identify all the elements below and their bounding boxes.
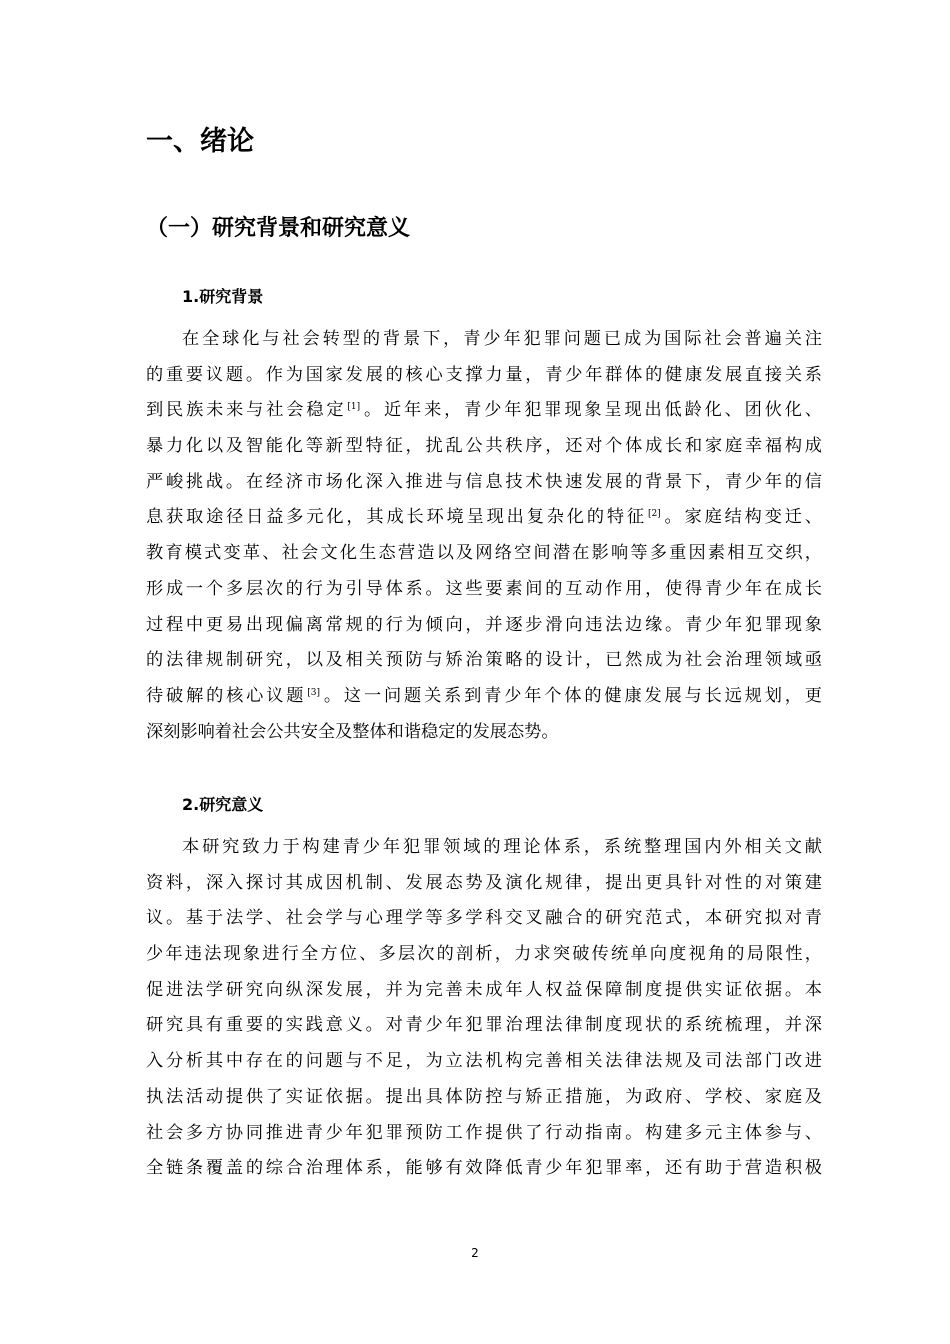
paragraph-line: 议。基于法学、社会学与心理学等多学科交叉融合的研究范式，本研究拟对青 (146, 908, 822, 929)
chapter-heading: 一、绪论 (146, 126, 254, 157)
significance-paragraph (146, 830, 822, 1187)
page-number: 2 (471, 1246, 479, 1260)
paragraph-line: 过程中更易出现偏离常规的行为倾向，并逐步滑向违法边缘。青少年犯罪现象 (146, 614, 822, 635)
paragraph-line: 教育模式变革、社会文化生态营造以及网络空间潜在影响等多重因素相互交织， (146, 543, 822, 564)
text-segment: 。这一问题关系到青少年个体的健康发展与长远规划，更 (321, 685, 822, 706)
paragraph-line: 全链条覆盖的综合治理体系，能够有效降低青少年犯罪率，还有助于营造积极 (146, 1158, 822, 1179)
paragraph-line: 执法活动提供了实证依据。提出具体防控与矫正措施，为政府、学校、家庭及 (146, 1086, 822, 1107)
paragraph-line: 促进法学研究向纵深发展，并为完善未成年人权益保障制度提供实证依据。本 (146, 979, 822, 1000)
paragraph-line: 少年违法现象进行全方位、多层次的剖析，力求突破传统单向度视角的局限性， (146, 944, 822, 965)
text-segment: 。家庭结构变迁、 (661, 507, 822, 528)
paragraph-line: 严峻挑战。在经济市场化深入推进与信息技术快速发展的背景下，青少年的信 (146, 471, 822, 492)
section-heading: （一）研究背景和研究意义 (146, 216, 411, 241)
paragraph-line: 在全球化与社会转型的背景下，青少年犯罪问题已成为国际社会普遍关注 (182, 329, 822, 349)
citation-ref: [3] (307, 687, 321, 698)
paragraph-line: 深刻影响着社会公共安全及整体和谐稳定的发展态势。 (146, 721, 559, 742)
paragraph-line (146, 500, 822, 536)
citation-ref: [1] (347, 402, 361, 413)
paragraph-line: 研究具有重要的实践意义。对青少年犯罪治理法律制度现状的系统梳理，并深 (146, 1015, 822, 1036)
paragraph-line (146, 393, 822, 429)
paragraph-line: 的法律规制研究，以及相关预防与矫治策略的设计，已然成为社会治理领域亟 (146, 650, 822, 671)
background-paragraph (146, 322, 822, 750)
paragraph-line: 的重要议题。作为国家发展的核心支撑力量，青少年群体的健康发展直接关系 (146, 364, 822, 385)
paragraph-line: 社会多方协同推进青少年犯罪预防工作提供了行动指南。构建多元主体参与、 (146, 1122, 822, 1143)
text-segment: 到民族未来与社会稳定 (146, 400, 347, 421)
paragraph-line: 暴力化以及智能化等新型特征，扰乱公共秩序，还对个体成长和家庭幸福构成 (146, 436, 822, 457)
paragraph-line: 入分析其中存在的问题与不足，为立法机构完善相关法律法规及司法部门改进 (146, 1051, 822, 1072)
citation-ref: [2] (647, 509, 661, 520)
subsection-heading-significance: 2.研究意义 (182, 795, 264, 814)
paragraph-line: 形成一个多层次的行为引导体系。这些要素间的互动作用，使得青少年在成长 (146, 578, 822, 599)
paragraph-line: 本研究致力于构建青少年犯罪领域的理论体系，系统整理国内外相关文献 (182, 837, 822, 857)
paragraph-line: 资料，深入探讨其成因机制、发展态势及演化规律，提出更具针对性的对策建 (146, 872, 822, 893)
text-segment: 待破解的核心议题 (146, 685, 307, 706)
subsection-heading-background: 1.研究背景 (182, 287, 264, 306)
text-segment: 。近年来，青少年犯罪现象呈现出低龄化、团伙化、 (361, 400, 822, 421)
text-segment: 息获取途径日益多元化，其成长环境呈现出复杂化的特征 (146, 507, 647, 528)
paragraph-line (146, 679, 822, 715)
